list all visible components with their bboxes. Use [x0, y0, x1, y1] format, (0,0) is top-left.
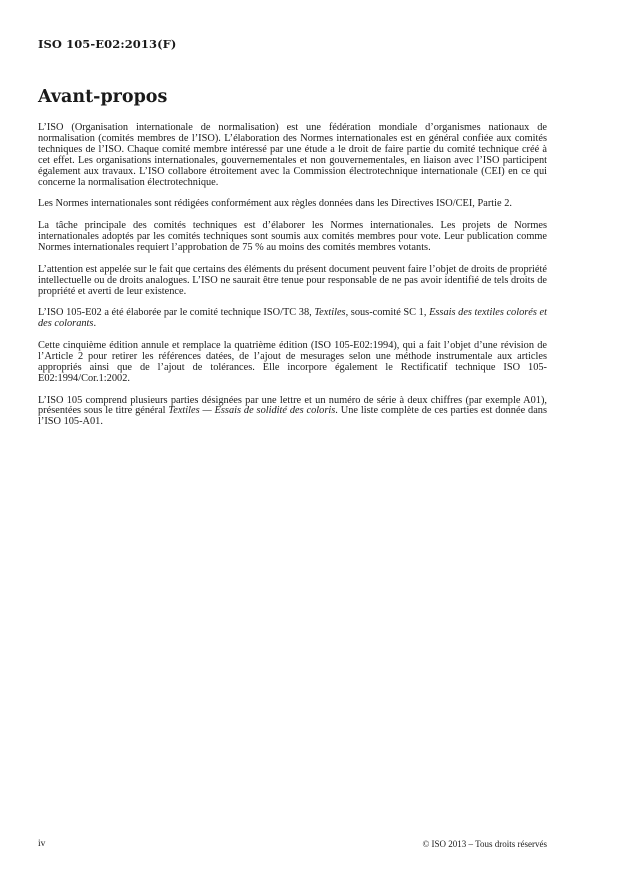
paragraph-directives: Les Normes internationales sont rédigées conformément aux règles données dans les Directives ISO/CEI, Partie 2. [38, 198, 512, 210]
italic-segment: Essais des textiles colorés et des colorants [38, 307, 548, 330]
paragraph-committee-task: La tâche principale des comités techniques est d’élaborer les Normes internationales. Les projets de Normes internationales adoptés par les comités techniques sont soumis aux comités membres pour vote. Leur publication comme Normes internationales requiert l’approbation de 75 % au moins des comités membres votants. [38, 220, 547, 253]
paragraph-prepared-by [38, 308, 547, 330]
text-segment: L’ISO 105 comprend plusieurs parties désignées par une lettre et un numéro de série à deux chiffres (par exemple A01), présentées sous le titre général [38, 394, 547, 417]
paragraph-iso-organisation: L’ISO (Organisation internationale de normalisation) est une fédération mondiale d’organismes nationaux de normalisation (comités membres de l’ISO). L’élaboration des Normes internationales est en général confiée aux comités techniques de l’ISO. Chaque comité membre intéressé par une étude a le droit de faire partie du comité technique créé à cet effet. Les organisations internationales, gouvernementales et non gouvernementales, en liaison avec l’ISO participent également aux travaux. L’ISO collabore étroitement avec la Commission électrotechnique internationale (CEI) en ce qui concerne la normalisation électrotechnique. [38, 122, 547, 188]
document-id: ISO 105-E02:2013(F) [38, 37, 177, 51]
paragraph-series-parts [38, 396, 547, 429]
text-segment: , sous-comité SC 1, [345, 307, 430, 319]
text-segment: . Une liste complète de ces parties est donnée dans l’ISO 105-A01. [38, 405, 547, 428]
copyright-notice: © ISO 2013 – Tous droits réservés [422, 839, 547, 849]
italic-segment: Textiles — Essais de solidité des coloris [168, 405, 336, 417]
text-segment: . [93, 318, 97, 330]
page-title: Avant-propos [38, 87, 168, 107]
page-number: iv [38, 839, 46, 849]
text-segment: L’ISO 105-E02 a été élaborée par le comité technique ISO/TC 38, [38, 307, 315, 319]
paragraph-edition: Cette cinquième édition annule et remplace la quatrième édition (ISO 105-E02:1994), qui a fait l’objet d’une révision de l’Article 2 pour retirer les références datées, de l’ajout de mesurages selon une méthode instrumentale aux articles appropriés ainsi que de l’ajout de tolérances. Elle incorpore également le Rectificatif technique ISO 105-E02:1994/Cor.1:2002. [38, 340, 547, 384]
paragraph-patent-rights: L’attention est appelée sur le fait que certains des éléments du présent document peuvent faire l’objet de droits de propriété intellectuelle ou de droits analogues. L’ISO ne saurait être tenue pour responsable de ne pas avoir identifié de tels droits de propriété et averti de leur existence. [38, 263, 547, 297]
italic-segment: Textiles [314, 307, 346, 319]
foreword-body [38, 123, 547, 439]
